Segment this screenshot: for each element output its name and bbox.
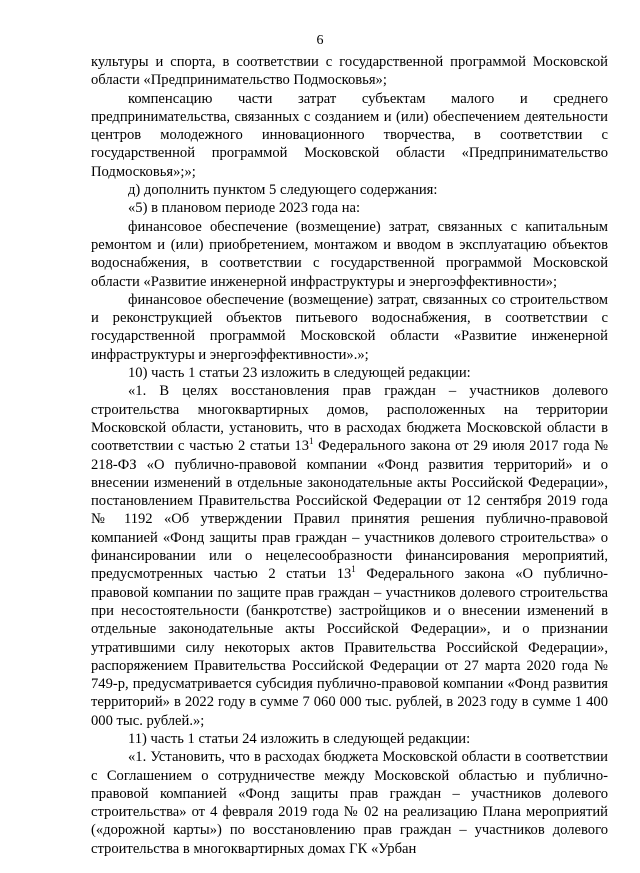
- paragraph-10: «1. Установить, что в расходах бюджета Московской области в соответствии с Соглашением о сотрудничестве между Московской областью и публично-правовой компанией «Фонд защиты прав граждан – участников долевого строительства» от 4 февраля 2019 года № 02 на реализацию Плана мероприятий («дорожной карты») по восстановлению прав граждан – участников долевого строительства в многоквартирных домах ГК «Урбан: [91, 749, 608, 857]
- document-body: [91, 53, 608, 858]
- paragraph-7: 10) часть 1 статьи 23 изложить в следующей редакции:: [128, 365, 471, 382]
- paragraph-8-part-a: «1. В целях восстановления прав граждан – участников долевого строительства многоквартирных домов, расположенных на территории Московской области, установить, что в расходах бюджета Московской области в соответствии с частью 2 статьи 13: [91, 383, 608, 455]
- paragraph-5: финансовое обеспечение (возмещение) затрат, связанных с капитальным ремонтом и (или) приобретением, монтажом и вводом в эксплуатацию объектов водоснабжения, в соответствии с государственной программой Московской области «Развитие инженерной инфраструктуры и энергоэффективности»;: [91, 218, 608, 290]
- paragraph-3: д) дополнить пунктом 5 следующего содержания:: [128, 182, 438, 199]
- page-number: 6: [316, 33, 324, 48]
- paragraph-1: культуры и спорта, в соответствии с государственной программой Московской области «Предпринимательство Подмосковья»;: [91, 54, 608, 89]
- superscript-1: 1: [309, 436, 314, 447]
- paragraph-6: финансовое обеспечение (возмещение) затрат, связанных со строительством и реконструкцией объектов питьевого водоснабжения, в соответствии с государственной программой Московской области «Развитие инженерной инфраструктуры и энергоэффективности».»;: [91, 291, 608, 363]
- paragraph-4: «5) в плановом периоде 2023 года на:: [128, 200, 361, 217]
- paragraph-8-part-c: Федерального закона «О публично-правовой компании по защите прав граждан – участников долевого строительства при несостоятельности (банкротстве) застройщиков и о внесении изменений в отдельные законодательные акты Российской Федерации», и о признании утратившими силу некоторых актов Правительства Российской Федерации», распоряжением Правительства Российской Федерации от 27 марта 2020 года № 749-р, предусматривается субсидия публично-правовой компании «Фонд развития территорий» в 2022 году в сумме 7 060 000 тыс. рублей, в 2023 году в сумме 1 400 000 тыс. рублей.»;: [91, 566, 608, 729]
- paragraph-8-part-b: Федерального закона от 29 июля 2017 года № 218-ФЗ «О публично-правовой компании «Фонд развития территорий» и о внесении изменений в отдельные законодательные акты Российской Федерации», постановлением Правительства Российской Федерации от 12 сентября 2019 года № 1192 «Об утверждении Правил принятия решения публично-правовой компанией «Фонд защиты прав граждан – участников долевого строительства» о финансировании или о нецелесообразности финансирования мероприятий, предусмотренных частью 2 статьи 13: [91, 438, 608, 583]
- paragraph-8: [91, 382, 608, 730]
- superscript-2: 1: [351, 564, 356, 575]
- paragraph-9: 11) часть 1 статьи 24 изложить в следующей редакции:: [128, 730, 471, 747]
- paragraph-2: компенсацию части затрат субъектам малого и среднего предпринимательства, связанных с созданием и (или) обеспечением деятельности центров молодежного инновационного творчества, в соответствии с государственной программой Московской области «Предпринимательство Подмосковья»;»;: [91, 90, 608, 180]
